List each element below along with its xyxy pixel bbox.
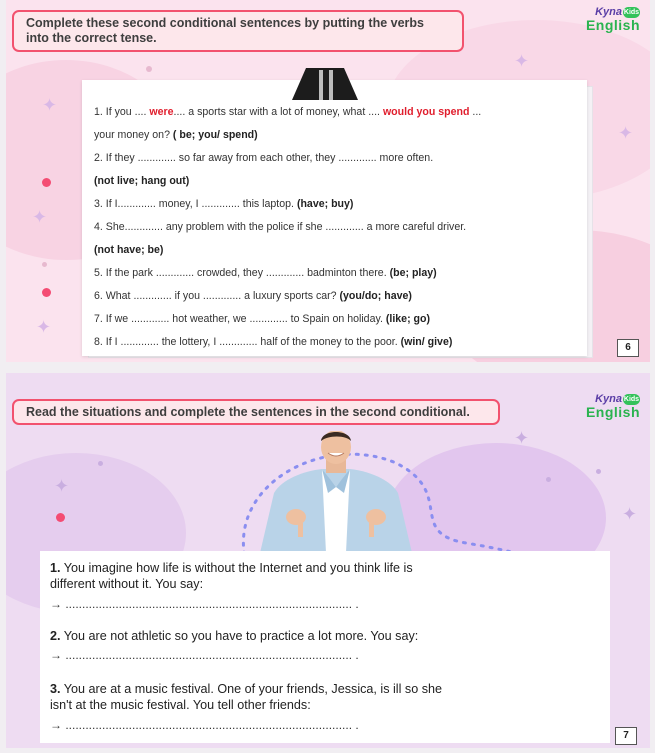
answer-line-2[interactable]: → ...................................................................................... . bbox=[50, 648, 359, 662]
exercise-text: 1. If you .... bbox=[94, 106, 150, 118]
exercise-4 bbox=[94, 220, 466, 234]
logo-kyna-text: Kyna bbox=[595, 393, 622, 405]
answer-were: were bbox=[149, 106, 174, 118]
situation-text: You imagine how life is without the Internet and you think life is bbox=[60, 561, 413, 575]
exercise-text: 7. If we ............. hot weather, we ............. to Spain on holiday. bbox=[94, 313, 386, 325]
exercise-text: 6. What ............. if you ............. a luxury sports car? bbox=[94, 290, 340, 302]
worksheet-slide-2 bbox=[6, 373, 650, 748]
exercise-text: 4. She............. any problem with the police if she ............. a more careful driver. bbox=[94, 221, 467, 233]
binder-clip-icon bbox=[282, 64, 368, 100]
instruction-text: Read the situations and complete the sentences in the second conditional. bbox=[26, 405, 470, 419]
exercise-text: 3. If I............. money, I ............. this laptop. bbox=[94, 198, 297, 210]
exercise-text: 5. If the park ............. crowded, they ............. badminton there. bbox=[94, 267, 390, 279]
verb-hint: (be; play) bbox=[389, 267, 437, 279]
sparkle-icon: ✦ bbox=[622, 504, 638, 524]
verb-hint: (win/ give) bbox=[400, 336, 453, 348]
decor-dot bbox=[42, 262, 47, 267]
instruction-banner bbox=[12, 10, 464, 52]
exercise-6 bbox=[94, 289, 412, 303]
exercise-text: .... a sports star with a lot of money, what .... bbox=[173, 106, 383, 118]
verb-hint: (like; go) bbox=[385, 313, 431, 325]
decor-dot bbox=[98, 461, 103, 466]
verb-hint: ( be; you/ spend) bbox=[172, 129, 258, 141]
answer-line-1[interactable]: → ...................................................................................... . bbox=[50, 597, 359, 611]
situation-2 bbox=[50, 629, 418, 644]
verb-hint: (not live; hang out) bbox=[94, 175, 190, 187]
exercise-7 bbox=[94, 312, 430, 326]
page-number: 6 bbox=[617, 339, 639, 357]
verb-hint: (you/do; have) bbox=[339, 290, 412, 302]
situation-number: 3. bbox=[50, 682, 61, 696]
kyna-english-logo bbox=[586, 393, 642, 427]
exercise-5 bbox=[94, 266, 437, 280]
sparkle-icon: ✦ bbox=[54, 476, 70, 496]
exercise-text: ... bbox=[469, 106, 482, 118]
situation-1 bbox=[50, 561, 413, 576]
sparkle-icon: ✦ bbox=[36, 317, 52, 337]
logo-english-text: English bbox=[585, 17, 640, 33]
decor-dot bbox=[56, 513, 65, 522]
situation-number: 1. bbox=[50, 561, 61, 575]
verb-hint: (not have; be) bbox=[94, 244, 164, 256]
decor-dot bbox=[546, 477, 551, 482]
instruction-text: Complete these second conditional sentences by putting the verbs into the correct tense. bbox=[26, 16, 424, 45]
sparkle-icon: ✦ bbox=[618, 123, 634, 143]
situation-text: You are at a music festival. One of your friends, Jessica, is ill so she bbox=[60, 682, 443, 696]
sparkle-icon: ✦ bbox=[514, 51, 530, 71]
logo-badge: Kids bbox=[623, 396, 640, 403]
situation-3 bbox=[50, 682, 442, 697]
logo-badge: Kids bbox=[623, 9, 640, 16]
instruction-banner bbox=[12, 399, 500, 425]
decor-dot bbox=[42, 178, 51, 187]
situation-3-cont bbox=[50, 698, 311, 713]
page-number: 7 bbox=[615, 727, 637, 745]
answer-line-3[interactable]: → ...................................................................................... . bbox=[50, 718, 359, 732]
logo-english-text: English bbox=[585, 404, 640, 420]
situation-text: isn't at the music festival. You tell other friends: bbox=[50, 698, 311, 712]
answer-would-you-spend: would you spend bbox=[382, 106, 470, 118]
situation-text: different without it. You say: bbox=[50, 577, 204, 591]
sparkle-icon: ✦ bbox=[42, 95, 58, 115]
man-pointing-image bbox=[252, 431, 420, 553]
exercise-3 bbox=[94, 197, 353, 211]
exercise-text: 8. If I ............. the lottery, I ............. half of the money to the poor. bbox=[94, 336, 401, 348]
exercise-4-hint bbox=[94, 243, 163, 257]
decor-dot bbox=[146, 66, 152, 72]
verb-hint: (have; buy) bbox=[296, 198, 354, 210]
exercise-2-hint bbox=[94, 174, 189, 188]
exercise-text: your money on? bbox=[94, 129, 173, 141]
exercise-8 bbox=[94, 335, 452, 349]
situation-number: 2. bbox=[50, 629, 61, 643]
worksheet-slide-1 bbox=[6, 0, 650, 362]
sparkle-icon: ✦ bbox=[514, 428, 530, 448]
exercise-text: 2. If they ............. so far away from each other, they ............. more often. bbox=[94, 152, 434, 164]
exercise-1 bbox=[94, 105, 481, 119]
situation-1-cont bbox=[50, 577, 203, 592]
situation-text: You are not athletic so you have to practice a lot more. You say: bbox=[60, 629, 419, 643]
decor-dot bbox=[42, 288, 51, 297]
logo-kyna-text: Kyna bbox=[595, 6, 622, 18]
kyna-english-logo bbox=[586, 6, 642, 40]
exercise-1-cont bbox=[94, 128, 258, 142]
decor-dot bbox=[596, 469, 601, 474]
exercise-2 bbox=[94, 151, 433, 165]
sparkle-icon: ✦ bbox=[32, 207, 48, 227]
